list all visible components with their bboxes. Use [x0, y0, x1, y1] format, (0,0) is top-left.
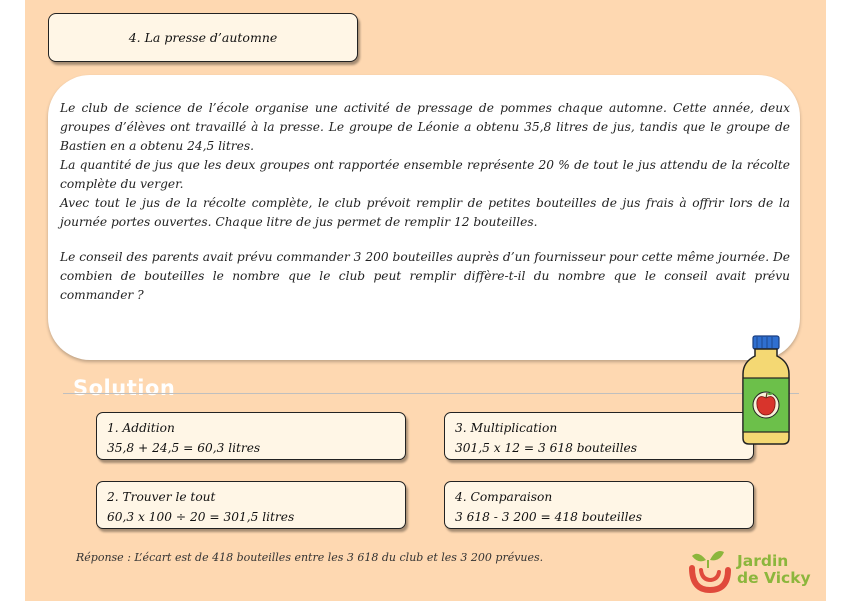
problem-title-box — [48, 13, 358, 62]
logo-line-1: Jardin — [737, 552, 789, 570]
solution-step-3 — [444, 412, 754, 460]
solution-step-4 — [444, 481, 754, 529]
step-title: 2. Trouver le tout — [107, 490, 216, 504]
solution-heading: Solution — [73, 376, 176, 400]
problem-text-box — [48, 75, 800, 360]
solution-step-1 — [96, 412, 406, 460]
problem-paragraph-1: Le club de science de l’école organise une activité de pressage de pommes chaque automne. Cette année, deux groupes d’élèves ont travaillé à la presse. Le groupe de Léonie a obtenu 35,8 litres de jus, tandis que le groupe de Bastien en a obtenu 24,5 litres. — [60, 101, 790, 153]
apple-juice-bottle-icon — [737, 334, 795, 449]
step-calculation: 3 618 - 3 200 = 418 bouteilles — [455, 510, 643, 524]
problem-paragraph-2: La quantité de jus que les deux groupes ont rapportée ensemble représente 20 % de tout le jus attendu de la récolte complète du verger. — [60, 158, 790, 191]
problem-title: 4. La presse d’automne — [128, 30, 278, 45]
solution-divider — [63, 393, 799, 394]
jardin-de-vicky-logo-text — [737, 553, 811, 587]
step-calculation: 301,5 x 12 = 3 618 bouteilles — [455, 441, 638, 455]
problem-paragraph-4: Le conseil des parents avait prévu commander 3 200 bouteilles auprès d’un fournisseur pour cette même journée. De combien de bouteilles le nombre que le club peut remplir diffère-t-il du nombre que le conseil avait prévu commander ? — [60, 250, 790, 302]
step-title: 4. Comparaison — [455, 490, 553, 504]
step-title: 1. Addition — [107, 421, 175, 435]
step-calculation: 35,8 + 24,5 = 60,3 litres — [107, 441, 261, 455]
logo-line-2: de Vicky — [737, 569, 811, 587]
answer-text: Réponse : L’écart est de 418 bouteilles entre les 3 618 du club et les 3 200 prévues. — [76, 551, 544, 564]
step-title: 3. Multiplication — [455, 421, 558, 435]
problem-paragraph-3: Avec tout le jus de la récolte complète, le club prévoit remplir de petites bouteilles de jus frais à offrir lors de la journée portes ouvertes. Chaque litre de jus permet de remplir 12 bouteilles. — [60, 196, 790, 229]
worksheet-page — [25, 0, 826, 601]
solution-step-2 — [96, 481, 406, 529]
step-calculation: 60,3 x 100 ÷ 20 = 301,5 litres — [107, 510, 295, 524]
jardin-de-vicky-logo-icon — [686, 546, 734, 594]
